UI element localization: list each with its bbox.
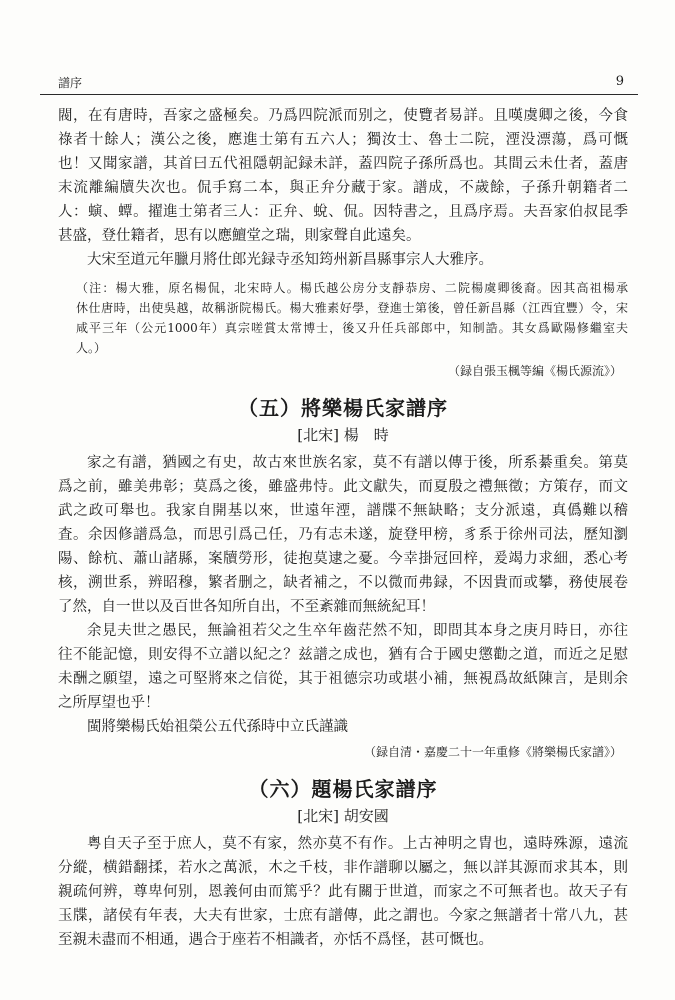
section6-paragraph-1 [58, 832, 628, 952]
running-title: 譜序 [58, 76, 83, 90]
text-line: 人：螾、蟫。擢進士第者三人：正弁、蛻、侃。因特書之，且爲序焉。夫吾家伯叔昆季 [58, 204, 628, 220]
text-line: 了然，自一世以及百世各知所自出，不至紊雜而無統紀耳！ [58, 599, 435, 615]
section5-paragraph-2 [58, 619, 628, 715]
text-line: 核，溯世系，辨昭穆，繁者删之，缺者補之，不以微而弗録，不因貴而或攀，務使展卷 [58, 575, 628, 591]
text-line: 余見夫世之愚民，無論祖若父之生卒年齒茫然不知，即問其本身之庚月時日，亦往 [87, 623, 628, 639]
text-line: 甚盛，登仕籍者，思有以應鱣堂之瑞，則家聲自此遠矣。 [58, 228, 421, 244]
page-content [58, 104, 628, 952]
text-line: 家之有譜，猶國之有史，故古來世族名家，莫不有譜以傳于後，所系綦重矣。第莫 [87, 455, 628, 471]
text-line: 祿者十餘人；漢公之後，應進士第有五六人；獨汝士、魯士二院，湮没漂蕩，爲可慨 [58, 132, 628, 148]
text-line: 爲之前，雖美弗彰；莫爲之後，雖盛弗恃。此文獻失，而夏殷之禮無徵；方策存，而文 [58, 479, 628, 495]
section6-title: （六）題楊氏家譜序 [248, 777, 438, 801]
text-line: 武之政可舉也。我家自開基以來，世遠年湮，譜牒不無缺略；支分派遠，真僞難以稽 [58, 503, 628, 519]
text-line: 閥，在有唐時，吾家之盛極矣。乃爲四院派而别之，使覽者易詳。且嘆虞卿之後，今食 [58, 108, 628, 124]
note-line: 咸平三年（公元1000年）真宗嗟賞太常博士，後又升任兵部郎中，知制誥。其女爲歐陽修繼室夫 [76, 321, 628, 335]
intro-paragraph [58, 104, 628, 248]
text-line: 親疏何辨，尊卑何别，恩義何由而篤乎？此有關于世道，而家之不可無者也。故天子有 [58, 884, 628, 900]
text-line: 往不能記憶，則安得不立譜以紀之？兹譜之成也，猶有合于國史懲勸之道，而近之足慰 [58, 647, 628, 663]
page-number: 9 [615, 74, 624, 89]
section5-paragraph-1 [58, 451, 628, 619]
section5-title: （五）將樂楊氏家譜序 [238, 396, 448, 420]
text-line: 之所厚望也乎！ [58, 695, 160, 711]
text-line: 粤自天子至于庶人，莫不有家，然亦莫不有作。上古神明之胄也，遠時殊源，遠流 [87, 836, 628, 852]
section5-author: [北宋] 楊 時 [297, 426, 389, 444]
section5-signature: 閩將樂楊氏始祖榮公五代孫時中立氏謹識 [87, 719, 348, 735]
page-header [40, 72, 638, 95]
text-line: 也！又聞家譜，其首曰五代祖隱朝記録未詳，蓋四院子孫所爲也。其間云未仕者，蓋唐 [58, 156, 628, 172]
note-line: 休仕唐時，出使吳越，故稱浙院楊氏。楊大雅素好學，登進士第後，曾任新昌縣（江西宜豐）令，宋 [76, 301, 628, 315]
text-line: 至親未盡而不相通，遇合于座若不相識者，亦恬不爲怪，甚可慨也。 [58, 932, 493, 948]
note-line: 人。） [76, 341, 107, 355]
text-line: 分縱，横錯翻揉，若水之萬派，木之千枝，非作譜聊以屬之，無以詳其源而求其本，則 [58, 860, 628, 876]
intro-signature: 大宋至道元年臘月將仕郎光録寺丞知筠州新昌縣事宗人大雅序。 [87, 252, 493, 268]
text-line: 未酬之願望，遠之可堅將來之信從，其于祖德宗功或堪小補，無視爲故紙陳言，是則余 [58, 671, 628, 687]
text-line: 陽、餘杭、蕭山諸縣，案牘勞形，徒抱莫逮之憂。今幸掛冠回梓，爰竭力求細，悉心考 [58, 551, 628, 567]
text-line: 査。余因修譜爲急，而思引爲己任，乃有志未遂，旋登甲榜，豸系于徐州司法，歷知瀏 [58, 527, 628, 543]
section5-source: （録自清・嘉慶二十一年重修《將樂楊氏家譜》） [363, 745, 622, 759]
intro-note [76, 278, 628, 358]
text-line: 玉牒，諸侯有年表，大夫有世家，士庶有譜傳，此之謂也。今家之無譜者十常八九，甚 [58, 908, 628, 924]
section6-author: [北宋] 胡安國 [297, 807, 389, 825]
intro-source: （録自張玉楓等編《楊氏源流》） [447, 364, 622, 378]
note-line: （注：楊大雅，原名楊侃，北宋時人。楊氏越公房分支靜恭房、二院楊虞卿後裔。因其高祖楊承 [76, 281, 628, 295]
text-line: 末流離編牘失次也。侃手寫二本，與正弁分藏于家。譜成，不歲餘，子孫升朝籍者二 [58, 180, 628, 196]
